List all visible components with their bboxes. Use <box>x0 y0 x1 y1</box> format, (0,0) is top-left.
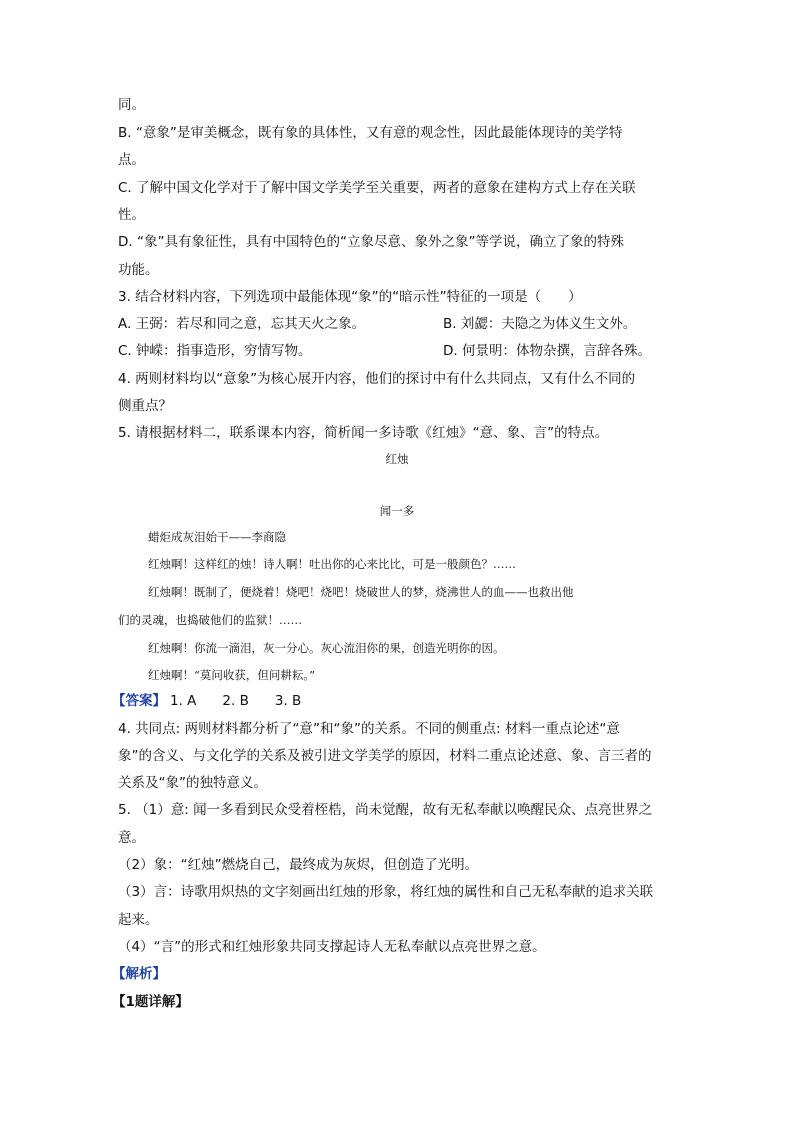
choice-b: B. 刘勰：夫隐之为体义生文外。 <box>443 316 637 332</box>
choice-a: A. 王弼：若尽和同之意，忘其天火之象。 <box>118 316 366 332</box>
answer-1: 1. A <box>170 693 197 709</box>
text-line: 点。 <box>118 152 145 168</box>
text-line: （4）“言”的形式和红烛形象共同支撑起诗人无私奉献以点亮世界之意。 <box>118 939 546 955</box>
answer-line <box>112 692 301 710</box>
answer-2: 2. B <box>222 693 249 709</box>
choice-d: D. 何景明：体物杂撰，言辞各殊。 <box>443 343 651 359</box>
question-5: 5. 请根据材料二，联系课本内容，简析闻一多诗歌《红烛》“意、象、言”的特点。 <box>118 425 609 441</box>
poem-stanza: 红烛啊！这样红的烛！诗人啊！吐出你的心来比比，可是一般颜色？…… <box>148 557 516 571</box>
option-b-statement: B. “意象”是审美概念，既有象的具体性，又有意的观念性，因此最能体现诗的美学特 <box>118 125 623 141</box>
option-d-statement: D. “象”具有象征性，具有中国特色的“立象尽意、象外之象”等学说，确立了象的特殊 <box>118 234 624 250</box>
text-line: 关系及“象”的独特意义。 <box>118 775 267 791</box>
choice-c: C. 钟嵘：指事造形，穷情写物。 <box>118 343 312 359</box>
poem-stanza: 红烛啊！“莫问收获，但问耕耘。” <box>148 668 316 682</box>
poem-epigraph: 蜡炬成灰泪始干——李商隐 <box>148 530 286 544</box>
poem-stanza-continued: 们的灵魂，也捣破他们的监狱！…… <box>118 613 302 627</box>
answer-5: 5. （1）意: 闻一多看到民众受着桎梏，尚未觉醒，故有无私奉献以唤醒民众、点亮世界之 <box>118 802 653 818</box>
text-line: 同。 <box>118 97 145 113</box>
question-3: 3. 结合材料内容，下列选项中最能体现“象”的“暗示性”特征的一项是（ ） <box>118 289 582 305</box>
detail-heading: 【1题详解】 <box>112 994 189 1010</box>
text-line: 起来。 <box>118 912 159 928</box>
option-c-statement: C. 了解中国文化学对于了解中国文学美学至关重要，两者的意象在建构方式上存在关联 <box>118 180 636 196</box>
text-line: 侧重点？ <box>118 398 172 414</box>
poem-stanza: 红烛啊！既制了，便烧着！烧吧！烧吧！烧破世人的梦，烧沸世人的血——也救出他 <box>148 585 574 599</box>
text-line: 象”的含义、与文化学的关系及被引进文学美学的原因，材料二重点论述意、象、言三者的 <box>118 748 652 764</box>
answer-3: 3. B <box>274 693 302 709</box>
poem-author: 闻一多 <box>379 504 415 518</box>
answer-tag: 【答案】 <box>112 693 166 709</box>
analysis-tag: 【解析】 <box>112 966 166 982</box>
text-line: （2）象：“红烛”燃烧自己，最终成为灰烬，但创造了光明。 <box>118 857 479 873</box>
text-line: （3）言：诗歌用炽热的文字刻画出红烛的形象，将红烛的属性和自己无私奉献的追求关联 <box>118 884 654 900</box>
answer-4: 4. 共同点: 两则材料都分析了“意”和“象”的关系。不同的侧重点: 材料一重点论述“意 <box>118 721 620 737</box>
poem-title: 红烛 <box>385 452 409 466</box>
text-line: 功能。 <box>118 262 159 278</box>
poem-stanza: 红烛啊！你流一滴泪，灰一分心。灰心流泪你的果，创造光明你的因。 <box>148 641 505 655</box>
text-line: 性。 <box>118 207 145 223</box>
text-line: 意。 <box>118 830 145 846</box>
question-4: 4. 两则材料均以“意象”为核心展开内容，他们的探讨中有什么共同点，又有什么不同的 <box>118 371 636 387</box>
